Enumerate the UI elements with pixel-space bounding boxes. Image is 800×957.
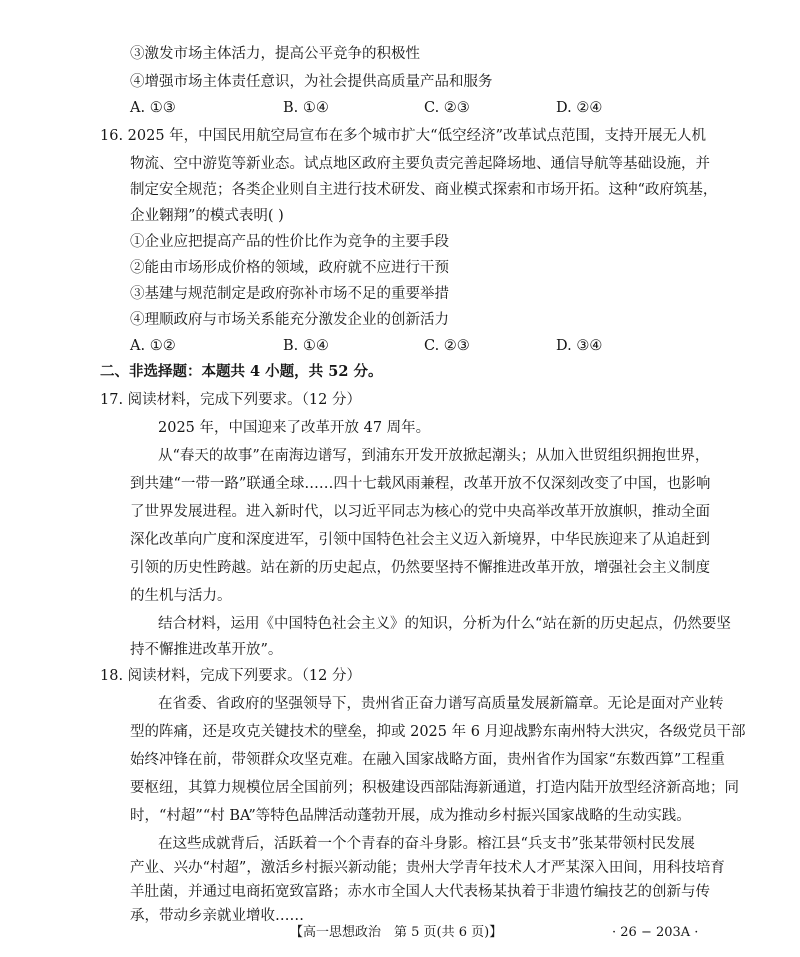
q15-statement-4: ④增强市场主体责任意识，为社会提供高质量产品和服务 (130, 74, 493, 90)
q17-material-line-3: 到共建“一带一路”联通全球……四十七载风雨兼程，改革开放不仅深刻改变了中国，也影响 (130, 476, 711, 492)
page-footer-label: 【高一思想政治 第 5 页(共 6 页)】 (290, 925, 503, 940)
q16-statement-2: ②能由市场形成价格的领域，政府就不应进行干预 (130, 260, 449, 276)
q17-material-line-2: 从“春天的故事”在南海边谱写，到浦东开发开放掀起潮头；从加入世贸组织拥抱世界， (158, 448, 710, 464)
q17-task-line-2: 持不懈推进改革开放”。 (130, 642, 283, 658)
q18-material-line-7: 产业、兴办“村超”，激活乡村振兴新动能；贵州大学青年技术人才严某深入田间，用科技培育 (130, 860, 725, 876)
q18-material-line-4: 要枢纽，其算力规模位居全国前列；积极建设西部陆海新通道，打造内陆开放型经济新高地；同 (130, 780, 739, 796)
q16-option-a: A. ①② (130, 338, 176, 354)
q17-material-line-1: 2025 年，中国迎来了改革开放 47 周年。 (158, 420, 431, 436)
q18-title: 18. 阅读材料，完成下列要求。（12 分） (100, 668, 361, 684)
q18-material-line-8: 羊肚菌，并通过电商拓宽致富路；赤水市全国人大代表杨某执着于非遗竹编技艺的创新与传 (130, 884, 710, 900)
q16-stem-line-1: 16. 2025 年，中国民用航空局宣布在多个城市扩大“低空经济”改革试点范围，支持开展无人机 (100, 128, 707, 144)
q18-material-line-2: 型的阵痛，还是攻克关键技术的壁垒，抑或 2025 年 6 月迎战黔东南州特大洪灾，各级党员干部 (130, 724, 746, 740)
q15-option-d: D. ②④ (556, 100, 603, 116)
q16-statement-1: ①企业应把提高产品的性价比作为竞争的主要手段 (130, 234, 449, 250)
q15-option-c: C. ②③ (424, 100, 470, 116)
q15-statement-3: ③激发市场主体活力，提高公平竞争的积极性 (130, 46, 420, 62)
q17-material-line-5: 深化改革向广度和深度进军，引领中国特色社会主义迈入新境界，中华民族迎来了从追赶到 (130, 532, 710, 548)
q17-material-line-4: 了世界发展进程。进入新时代，以习近平同志为核心的党中央高举改革开放旗帜，推动全面 (130, 504, 710, 520)
q16-stem-line-3: 制定安全规范；各类企业则自主进行技术研发、商业模式探索和市场开拓。这种“政府筑基， (130, 182, 718, 198)
q18-material-line-1: 在省委、省政府的坚强领导下，贵州省正奋力谱写高质量发展新篇章。无论是面对产业转 (158, 696, 724, 712)
q16-stem-line-4: 企业翱翔”的模式表明( ) (130, 208, 284, 224)
q16-stem-line-2: 物流、空中游览等新业态。试点地区政府主要负责完善起降场地、通信导航等基础设施，并 (130, 156, 710, 172)
q16-statement-3: ③基建与规范制定是政府弥补市场不足的重要举措 (130, 286, 449, 302)
q17-material-line-7: 的生机与活力。 (130, 588, 232, 604)
q15-option-b: B. ①④ (283, 100, 329, 116)
q18-material-line-6: 在这些成就背后，活跃着一个个青春的奋斗身影。榕江县“兵支书”张某带领村民发展 (158, 836, 695, 852)
q16-option-d: D. ③④ (556, 338, 603, 354)
q18-material-line-9: 承，带动乡亲就业增收…… (130, 908, 304, 924)
q18-material-line-3: 始终冲锋在前，带领群众攻坚克难。在融入国家战略方面，贵州省作为国家“东数西算”工程重 (130, 752, 725, 768)
q18-material-line-5: 时，“村超”“村 BA”等特色品牌活动蓬勃开展，成为推动乡村振兴国家战略的生动实践。 (130, 808, 691, 824)
section-heading: 二、非选择题：本题共 4 小题，共 52 分。 (100, 363, 383, 380)
q16-option-c: C. ②③ (424, 338, 470, 354)
page-footer-code: · 26 − 203A · (612, 925, 699, 940)
q16-option-b: B. ①④ (283, 338, 329, 354)
q17-title: 17. 阅读材料，完成下列要求。（12 分） (100, 392, 361, 408)
q15-option-a: A. ①③ (130, 100, 176, 116)
q16-statement-4: ④理顺政府与市场关系能充分激发企业的创新活力 (130, 312, 449, 328)
q17-task-line-1: 结合材料，运用《中国特色社会主义》的知识，分析为什么“站在新的历史起点，仍然要坚 (158, 616, 731, 632)
q17-material-line-6: 引领的历史性跨越。站在新的历史起点，仍然要坚持不懈推进改革开放，增强社会主义制度 (130, 560, 710, 576)
